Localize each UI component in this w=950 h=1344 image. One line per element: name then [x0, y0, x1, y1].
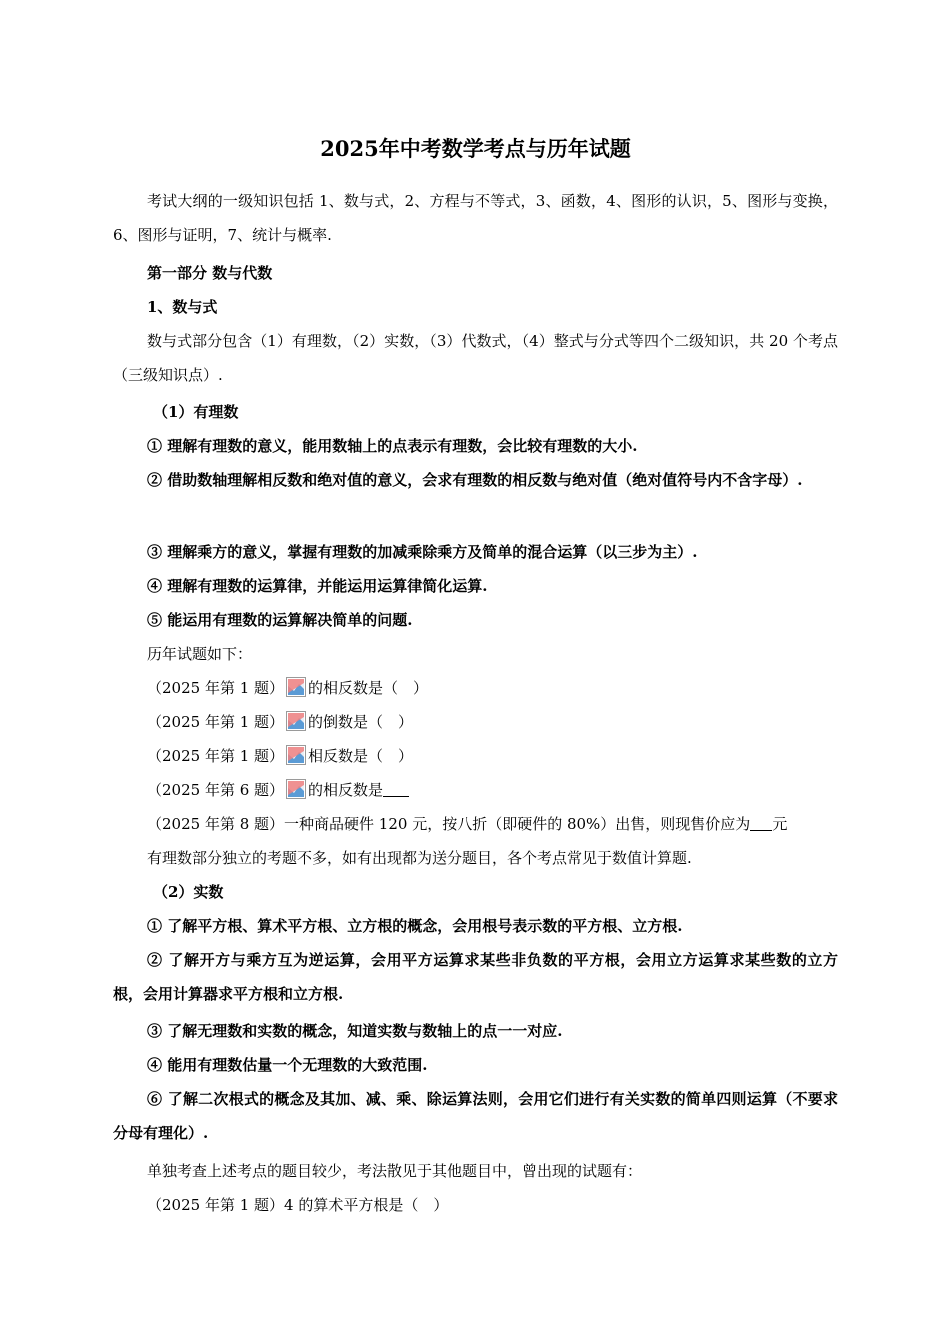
question-source: （2025 年第 1 题）	[147, 679, 285, 697]
rational-point-1: ① 理解有理数的意义，能用数轴上的点表示有理数，会比较有理数的大小.	[147, 437, 638, 455]
question-text: 相反数是（ ）	[308, 747, 414, 765]
part-heading: 第一部分 数与代数	[147, 264, 273, 282]
question-item	[113, 807, 838, 841]
broken-image-icon	[286, 711, 306, 731]
question-item	[113, 671, 838, 705]
rational-point-4: ④ 理解有理数的运算律，并能运用运算律简化运算.	[147, 577, 488, 595]
intro-paragraph: 考试大纲的一级知识包括 1、数与式，2、方程与不等式，3、函数，4、图形的认识，5、图形与变换，6、图形与证明，7、统计与概率.	[113, 192, 838, 244]
question-text: 的倒数是（ ）	[308, 713, 414, 731]
question-item	[113, 705, 838, 739]
past-questions-label: 历年试题如下：	[147, 645, 253, 663]
rational-summary: 有理数部分独立的考题不多，如有出现都为送分题目，各个考点常见于数值计算题.	[147, 849, 692, 867]
unit-label: 元	[772, 815, 788, 833]
answer-blank	[383, 782, 409, 797]
question-source: （2025 年第 1 题）	[147, 713, 285, 731]
rational-point-5: ⑤ 能运用有理数的运算解决简单的问题.	[147, 611, 413, 629]
real-point-3: ③ 了解无理数和实数的概念，知道实数与数轴上的点一一对应.	[147, 1022, 563, 1040]
section-heading: 1、数与式	[147, 298, 218, 316]
subsection-heading-real: （2）实数	[153, 883, 224, 901]
question-text: （2025 年第 8 题）一种商品硬件 120 元，按八折（即硬件的 80%）出售，则现售价应为	[147, 815, 751, 833]
broken-image-icon	[286, 745, 306, 765]
question-item	[113, 739, 838, 773]
question-source: （2025 年第 6 题）	[147, 781, 285, 799]
broken-image-icon	[286, 677, 306, 697]
document-title: 2025年中考数学考点与历年试题	[320, 136, 631, 161]
question-item	[113, 773, 838, 807]
question-text: 的相反数是（ ）	[308, 679, 429, 697]
broken-image-icon	[286, 779, 306, 799]
answer-blank	[750, 816, 772, 831]
real-point-2: ② 了解开方与乘方互为逆运算，会用平方运算求某些非负数的平方根，会用立方运算求某些数的立方根，会用计算器求平方根和立方根.	[113, 951, 838, 1003]
question-item: （2025 年第 1 题）4 的算术平方根是（ ）	[147, 1196, 449, 1214]
subsection-heading-rational: （1）有理数	[153, 403, 239, 421]
rational-point-2: ② 借助数轴理解相反数和绝对值的意义，会求有理数的相反数与绝对值（绝对值符号内不含字母）.	[147, 471, 803, 489]
section-description: 数与式部分包含（1）有理数，（2）实数，（3）代数式，（4）整式与分式等四个二级知识，共 20 个考点（三级知识点）.	[113, 332, 838, 384]
real-point-4: ④ 能用有理数估量一个无理数的大致范围.	[147, 1056, 428, 1074]
question-text: 的相反数是	[308, 781, 384, 799]
real-point-6: ⑥ 了解二次根式的概念及其加、减、乘、除运算法则，会用它们进行有关实数的简单四则运算（不要求分母有理化）.	[113, 1090, 838, 1142]
real-point-1: ① 了解平方根、算术平方根、立方根的概念，会用根号表示数的平方根、立方根.	[147, 917, 683, 935]
real-summary: 单独考查上述考点的题目较少，考法散见于其他题目中，曾出现的试题有：	[147, 1162, 643, 1180]
rational-point-3: ③ 理解乘方的意义，掌握有理数的加减乘除乘方及简单的混合运算（以三步为主）.	[147, 543, 698, 561]
question-source: （2025 年第 1 题）	[147, 747, 285, 765]
